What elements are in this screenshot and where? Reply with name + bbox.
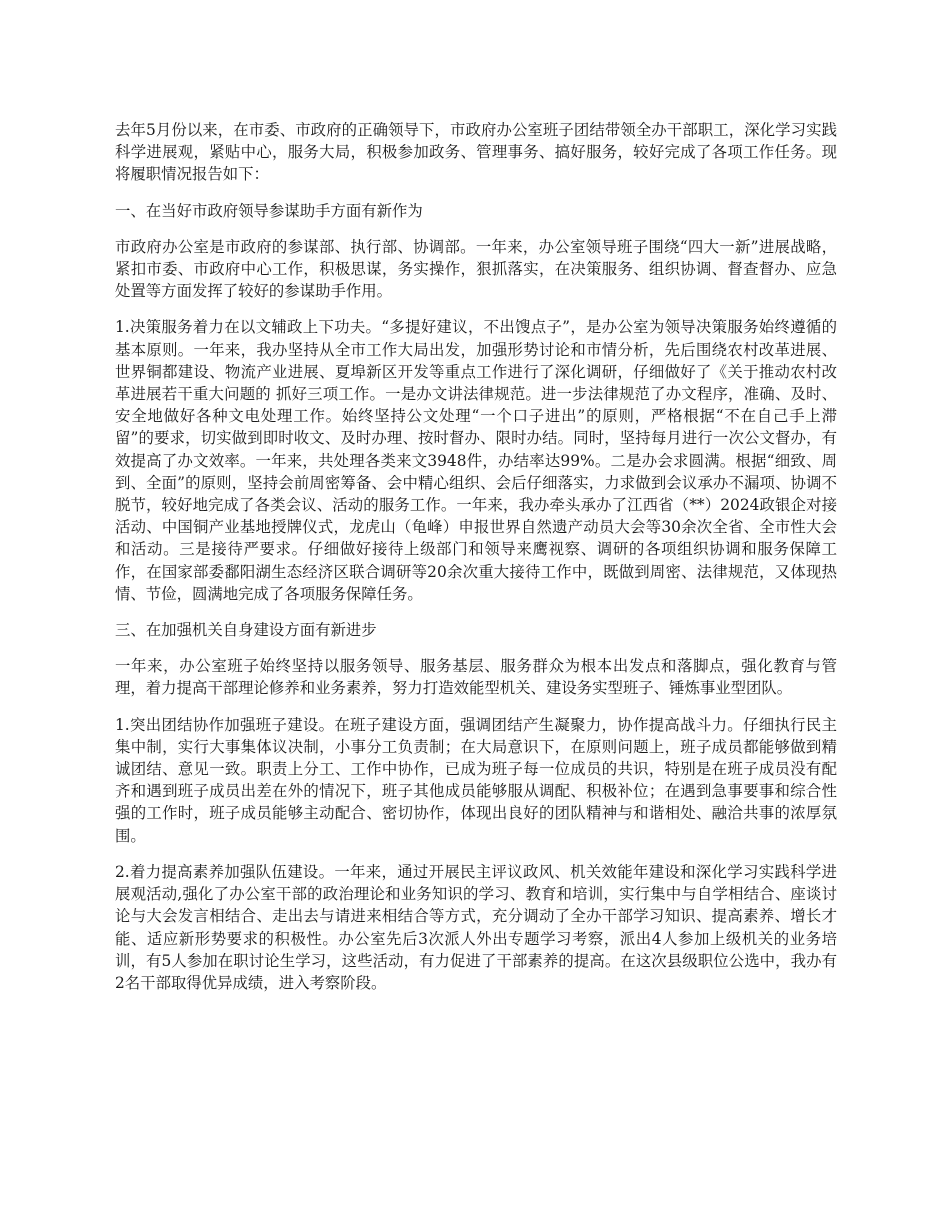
document-page xyxy=(115,119,837,1008)
intro-paragraph: 去年5月份以来，在市委、市政府的正确领导下，市政府办公室班子团结带领全办干部职工，深化学习实践科学进展观，紧贴中心，服务大局，积极参加政务、管理事务、搞好服务，较好完成了各项工作任务。现将履职情况报告如下： xyxy=(115,121,837,184)
section-heading-3: 三、在加强机关自身建设方面有新进步 xyxy=(115,621,377,640)
section-3-paragraph: 一年来，办公室班子始终坚持以服务领导、服务基层、服务群众为根本出发点和落脚点，强化教育与管理，着力提高干部理论修养和业务素养，努力打造效能型机关、建设务实型班子、锤炼事业型团队。 xyxy=(115,657,837,698)
staff-quality-paragraph: 2.着力提高素养加强队伍建设。一年来，通过开展民主评议政风、机关效能年建设和深化学习实践科学进展观活动,强化了办公室干部的政治理论和业务知识的学习、教育和培训，实行集中与自学相结合、座谈讨论与大会发言相结合、走出去与请进来相结合等方式，充分调动了全办干部学习知识、提高素养、增长才能、适应新形势要求的积极性。办公室先后3次派人外出专题学习考察，派出4人参加上级机关的业务培训，有5人参加在职讨论生学习，这些活动，有力促进了干部素养的提高。在这次县级职位公选中，我办有2名干部取得优异成绩，进入考察阶段。 xyxy=(115,862,837,992)
team-building-paragraph: 1.突出团结协作加强班子建设。在班子建设方面，强调团结产生凝聚力，协作提高战斗力。仔细执行民主集中制，实行大事集体议决制，小事分工负责制；在大局意识下，在原则问题上，班子成员都能够做到精诚团结、意见一致。职责上分工、工作中协作，已成为班子每一位成员的共识，特别是在班子成员没有配齐和遇到班子成员出差在外的情况下，班子其他成员能够服从调配、积极补位；在遇到急事要事和综合性强的工作时，班子成员能够主动配合、密切协作，体现出良好的团队精神与和谐相处、融洽共事的浓厚氛围。 xyxy=(115,715,837,845)
section-heading-1: 一、在当好市政府领导参谋助手方面有新作为 xyxy=(115,201,423,220)
section-1-paragraph: 市政府办公室是市政府的参谋部、执行部、协调部。一年来，办公室领导班子围绕“四大一新”进展战略，紧扣市委、市政府中心工作，积极思谋，务实操作，狠抓落实，在决策服务、组织协调、督查督办、应急处置等方面发挥了较好的参谋助手作用。 xyxy=(115,237,837,301)
decision-service-paragraph: 1.决策服务着力在以文辅政上下功夫。“多提好建议，不出馊点子”，是办公室为领导决策服务始终遵循的基本原则。一年来，我办坚持从全市工作大局出发，加强形势讨论和市情分析，先后围绕农村改革进展、世界铜都建设、物流产业进展、夏埠新区开发等重点工作进行了深化调研，仔细做好了《关于推动农村改革进展若干重大问题的 抓好三项工作。一是办文讲法律规范。进一步法律规范了办文程序，准确、及时、安全地做好各种文电处理工作。始终坚持公文处理“一个口子进出”的原则，严格根据“不在自己手上滞留”的要求，切实做到即时收文、及时办理、按时督办、限时办结。同时，坚持每月进行一次公文督办，有效提高了办文效率。一年来，共处理各类来文3948件，办结率达99%。二是办会求圆满。根据“细致、周到、全面”的原则，坚持会前周密筹备、会中精心组织、会后仔细落实，力求做到会议承办不漏项、协调不脱节，较好地完成了各类会议、活动的服务工作。一年来，我办牵头承办了江西省（**）2024政银企对接活动、中国铜产业基地授牌仪式，龙虎山（龟峰）申报世界自然遗产动员大会等30余次全省、全市性大会和活动。三是接待严要求。仔细做好接待上级部门和领导来鹰视察、调研的各项组织协调和服务保障工作，在国家部委鄱阳湖生态经济区联合调研等20余次重大接待工作中，既做到周密、法律规范，又体现热情、节俭，圆满地完成了各项服务保障任务。 xyxy=(115,318,837,603)
